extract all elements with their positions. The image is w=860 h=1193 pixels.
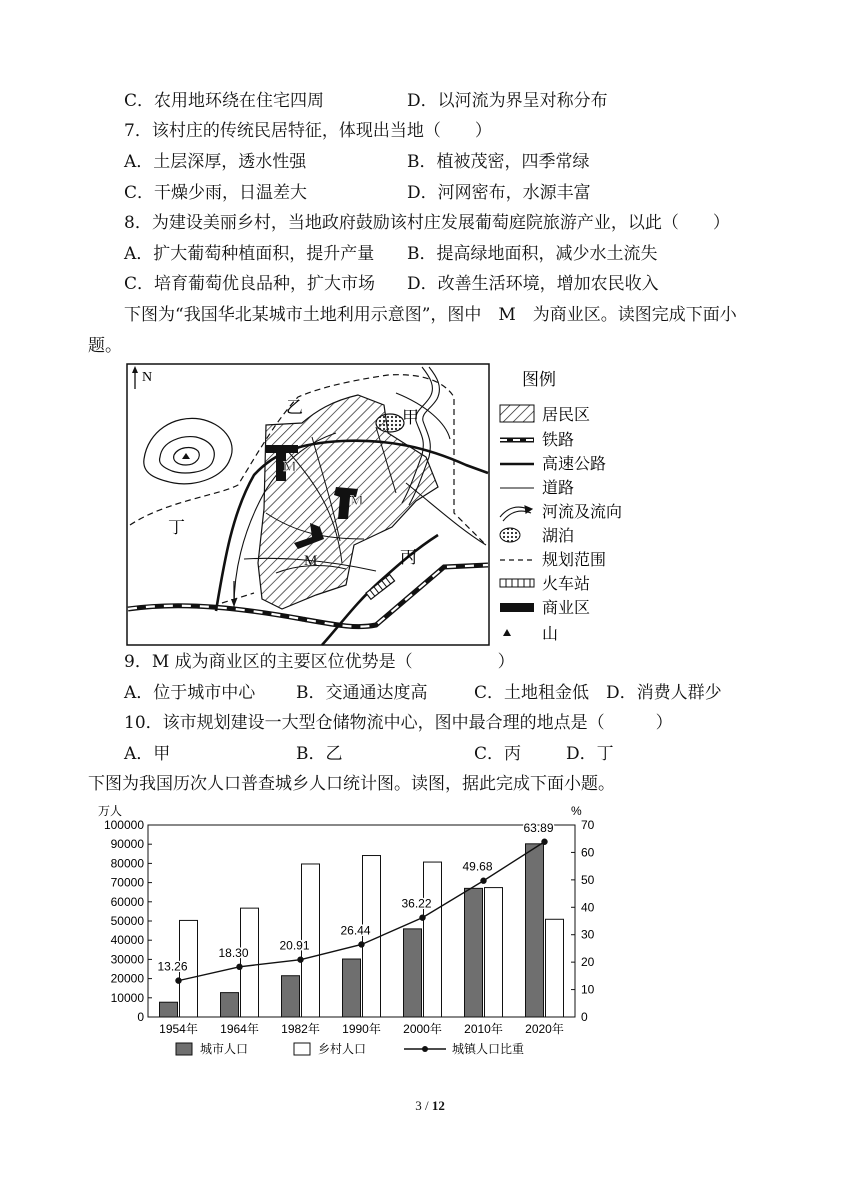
data-label-ratio: 49.68 [462,859,493,874]
left-tick-label: 70000 [110,875,144,890]
bar-rural [241,908,259,1017]
left-axis-title: 万人 [98,804,123,818]
map-intro-line2: 题。 [88,336,122,356]
point-urban-ratio [541,839,547,845]
left-tick-label: 0 [137,1010,144,1024]
bar-rural [546,919,564,1017]
legend-swatch-commercial [500,603,534,612]
data-label-ratio: 26.44 [340,923,371,938]
x-tick-label: 1982年 [281,1022,320,1036]
legend-label-urban: 城市人口 [200,1042,249,1056]
x-tick-label: 2020年 [525,1022,564,1036]
bar-rural [485,888,503,1017]
legend-swatch-station [500,579,534,587]
x-tick-label: 1990年 [342,1022,381,1036]
q9-option-a: A．位于城市中心 [124,683,256,703]
bar-urban [465,888,483,1017]
q8-stem: 8．为建设美丽乡村，当地政府鼓励该村庄发展葡萄庭院旅游产业，以此（ ） [124,213,730,233]
left-tick-label: 80000 [110,856,144,871]
point-urban-ratio [175,977,181,983]
right-tick-label: 60 [581,845,595,860]
legend-label-river: 河流及流向 [542,502,623,521]
right-axis-title: % [571,804,582,818]
chart-plot-frame [148,825,575,1017]
data-label-ratio: 20.91 [279,938,310,953]
land-use-map [126,363,623,647]
q7-option-c: C．干燥少雨，日温差大 [124,183,308,203]
q6-option-d: D．以河流为界呈对称分布 [407,91,608,111]
point-urban-ratio [480,878,486,884]
q7-option-a: A．土层深厚，透水性强 [124,152,307,172]
q7-option-b: B．植被茂密，四季常绿 [407,152,590,172]
legend-title: 图例 [522,370,556,390]
q8-option-b: B．提高绿地面积，减少水土流失 [407,244,658,264]
right-tick-label: 0 [581,1010,588,1024]
data-label-ratio: 13.26 [157,959,188,974]
right-tick-label: 50 [581,872,595,887]
right-tick-label: 40 [581,900,595,915]
q6-option-c: C．农用地环绕在住宅四周 [124,91,325,111]
left-tick-label: 100000 [103,818,144,832]
left-tick-label: 40000 [110,933,144,948]
x-tick-label: 2000年 [403,1022,442,1036]
left-tick-label: 90000 [110,837,144,852]
q8-option-d: D．改善生活环境，增加农民收入 [407,274,659,294]
q9-option-d: D．消费人群少 [606,683,722,703]
legend-label-station: 火车站 [542,574,591,593]
q10-option-b: B．乙 [296,744,343,764]
point-urban-ratio [358,941,364,947]
q10-option-d: D．丁 [566,744,614,764]
left-tick-label: 20000 [110,971,144,986]
right-tick-label: 70 [581,818,595,832]
q9-stem: 9．M 成为商业区的主要区位优势是（ ） [124,652,515,672]
x-tick-label: 1954年 [159,1022,198,1036]
left-tick-label: 30000 [110,952,144,967]
data-label-ratio: 36.22 [401,896,432,911]
legend-swatch-urban [176,1043,192,1055]
data-label-ratio: 63.89 [523,820,554,835]
q7-option-d: D．河网密布，水源丰富 [407,183,591,203]
legend-label-lake: 湖泊 [542,526,575,545]
right-tick-label: 10 [581,982,595,997]
left-tick-label: 10000 [110,990,144,1005]
page-separator: / [421,1098,432,1113]
bar-urban [526,844,544,1017]
legend-label-highway: 高速公路 [542,454,607,473]
data-label-ratio: 18.30 [218,945,249,960]
legend-label-railway: 铁路 [542,430,575,449]
legend-label-road: 道路 [542,478,575,497]
q10-stem: 10．该市规划建设一大型仓储物流中心，图中最合理的地点是（ ） [124,713,673,733]
bar-urban [282,976,300,1017]
q10-option-a: A．甲 [124,744,171,764]
commercial-label-1: M [283,459,297,475]
legend-label-residential: 居民区 [542,405,591,424]
q8-option-a: A．扩大葡萄种植面积，提升产量 [124,244,375,264]
q9-option-b: B．交通通达度高 [296,683,428,703]
legend-swatch-residential [500,405,534,422]
lake [376,414,404,432]
point-urban-ratio [236,964,242,970]
point-urban-ratio [297,956,303,962]
legend-label-mountain: 山 [542,624,559,643]
commercial-label-2: M [350,493,364,509]
bar-urban [404,929,422,1017]
place-label-bing: 丙 [400,548,417,568]
point-urban-ratio [419,914,425,920]
right-tick-label: 20 [581,955,595,970]
bar-urban [343,959,361,1017]
census-population-chart [88,803,598,1065]
legend-label-ratio: 城镇人口比重 [452,1042,525,1056]
legend-label-rural: 乡村人口 [318,1042,367,1056]
place-label-yi: 乙 [286,398,303,418]
legend-swatch-rural [294,1043,310,1055]
map-intro-line1: 下图为“我国华北某城市土地利用示意图”，图中 M 为商业区。读图完成下面小 [124,305,737,325]
q10-option-c: C．丙 [474,744,522,764]
x-tick-label: 1964年 [220,1022,259,1036]
place-label-jia: 甲 [402,408,419,428]
right-tick-label: 30 [581,927,595,942]
legend-swatch-ratio-point [422,1046,428,1052]
page-footer [0,1098,860,1114]
bar-urban [221,993,239,1017]
left-tick-label: 60000 [110,894,144,909]
chart-intro: 下图为我国历次人口普查城乡人口统计图。读图，据此完成下面小题。 [88,774,615,794]
page-total: 12 [431,1098,445,1113]
bar-rural [424,862,442,1017]
legend-swatch-mountain [503,629,511,636]
q8-option-c: C．培育葡萄优良品种，扩大市场 [124,274,376,294]
bar-urban [160,1002,178,1017]
q7-stem: 7．该村庄的传统民居特征，体现出当地（ ） [124,121,492,141]
x-tick-label: 2010年 [464,1022,503,1036]
legend-swatch-lake [500,528,520,542]
place-label-ding: 丁 [168,518,185,538]
north-label: N [142,370,153,385]
q9-option-c: C．土地租金低 [474,683,590,703]
legend-label-commercial: 商业区 [542,598,591,617]
left-tick-label: 50000 [110,914,144,928]
map-legend [500,370,622,643]
page-number: 3 [415,1098,422,1113]
legend-swatch-river [500,506,532,521]
legend-label-boundary: 规划范围 [542,550,607,569]
commercial-label-3: M [304,553,318,569]
